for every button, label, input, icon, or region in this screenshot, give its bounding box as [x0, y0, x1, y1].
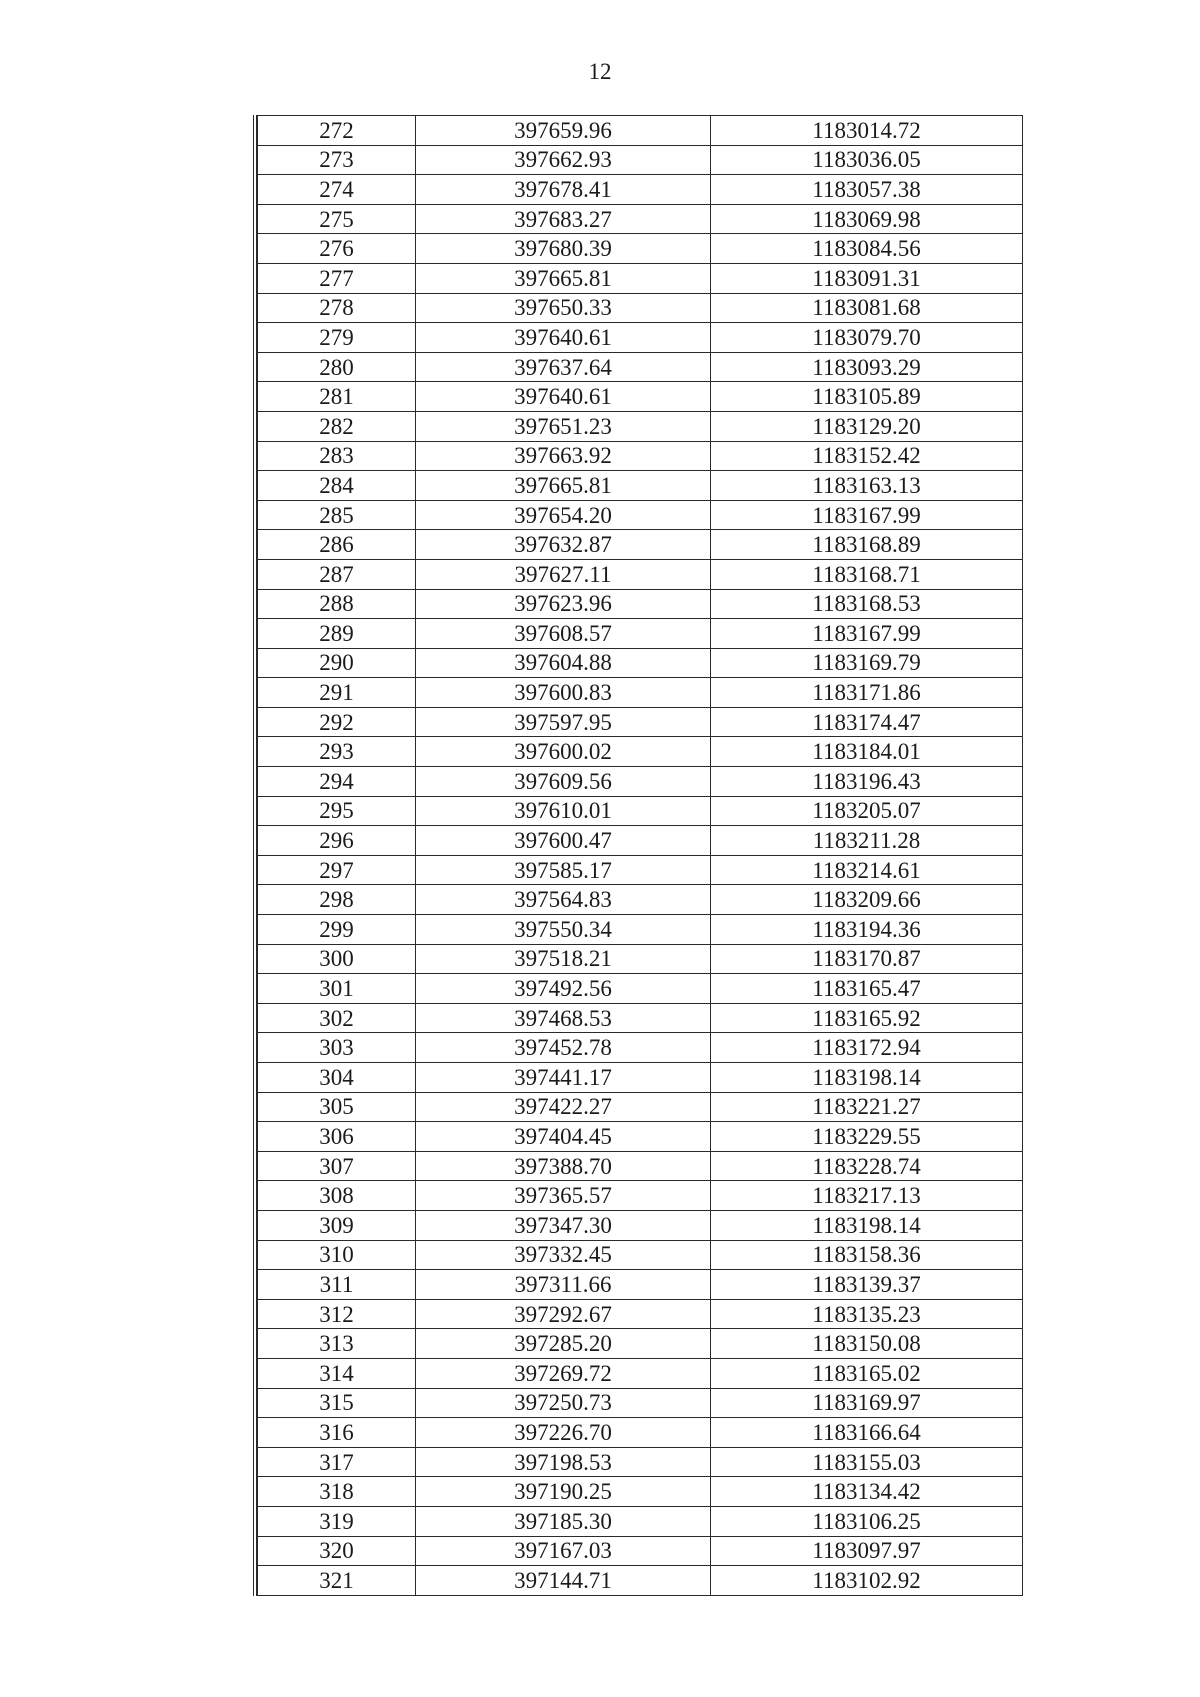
y-coordinate-cell: 1183163.13: [711, 471, 1023, 501]
x-coordinate-cell: 397683.27: [416, 204, 711, 234]
y-coordinate-cell: 1183150.08: [711, 1329, 1023, 1359]
y-coordinate-cell: 1183198.14: [711, 1063, 1023, 1093]
point-number-cell: 294: [258, 767, 416, 797]
x-coordinate-cell: 397662.93: [416, 145, 711, 175]
table-row: [258, 1092, 1023, 1122]
table-row: [258, 116, 1023, 146]
point-number-cell: 306: [258, 1122, 416, 1152]
table-row: [258, 707, 1023, 737]
y-coordinate-cell: 1183093.29: [711, 352, 1023, 382]
x-coordinate-cell: 397226.70: [416, 1418, 711, 1448]
table-row: [258, 441, 1023, 471]
x-coordinate-cell: 397600.02: [416, 737, 711, 767]
y-coordinate-cell: 1183169.79: [711, 648, 1023, 678]
table-row: [258, 559, 1023, 589]
point-number-cell: 315: [258, 1388, 416, 1418]
table-row: [258, 589, 1023, 619]
table-row: [258, 411, 1023, 441]
y-coordinate-cell: 1183091.31: [711, 263, 1023, 293]
table-row: [258, 323, 1023, 353]
point-number-cell: 314: [258, 1358, 416, 1388]
x-coordinate-cell: 397198.53: [416, 1447, 711, 1477]
y-coordinate-cell: 1183165.47: [711, 974, 1023, 1004]
y-coordinate-cell: 1183139.37: [711, 1270, 1023, 1300]
x-coordinate-cell: 397665.81: [416, 471, 711, 501]
point-number-cell: 307: [258, 1151, 416, 1181]
x-coordinate-cell: 397269.72: [416, 1358, 711, 1388]
y-coordinate-cell: 1183221.27: [711, 1092, 1023, 1122]
y-coordinate-cell: 1183014.72: [711, 116, 1023, 146]
point-number-cell: 289: [258, 619, 416, 649]
table-row: [258, 826, 1023, 856]
y-coordinate-cell: 1183198.14: [711, 1210, 1023, 1240]
table-row: [258, 1181, 1023, 1211]
y-coordinate-cell: 1183194.36: [711, 915, 1023, 945]
point-number-cell: 286: [258, 530, 416, 560]
x-coordinate-cell: 397518.21: [416, 944, 711, 974]
table-row: [258, 1418, 1023, 1448]
table-row: [258, 293, 1023, 323]
point-number-cell: 321: [258, 1566, 416, 1596]
table-row: [258, 1299, 1023, 1329]
y-coordinate-cell: 1183168.89: [711, 530, 1023, 560]
x-coordinate-cell: 397441.17: [416, 1063, 711, 1093]
x-coordinate-cell: 397311.66: [416, 1270, 711, 1300]
table-row: [258, 1270, 1023, 1300]
point-number-cell: 299: [258, 915, 416, 945]
table-row: [258, 767, 1023, 797]
x-coordinate-cell: 397452.78: [416, 1033, 711, 1063]
x-coordinate-cell: 397332.45: [416, 1240, 711, 1270]
point-number-cell: 272: [258, 116, 416, 146]
table-row: [258, 1210, 1023, 1240]
y-coordinate-cell: 1183105.89: [711, 382, 1023, 412]
y-coordinate-cell: 1183228.74: [711, 1151, 1023, 1181]
coordinates-table-wrapper: [253, 115, 1023, 1596]
point-number-cell: 304: [258, 1063, 416, 1093]
y-coordinate-cell: 1183168.71: [711, 559, 1023, 589]
x-coordinate-cell: 397404.45: [416, 1122, 711, 1152]
y-coordinate-cell: 1183211.28: [711, 826, 1023, 856]
point-number-cell: 281: [258, 382, 416, 412]
table-row: [258, 1122, 1023, 1152]
y-coordinate-cell: 1183169.97: [711, 1388, 1023, 1418]
point-number-cell: 275: [258, 204, 416, 234]
point-number-cell: 298: [258, 885, 416, 915]
table-row: [258, 145, 1023, 175]
table-row: [258, 530, 1023, 560]
table-row: [258, 1063, 1023, 1093]
point-number-cell: 310: [258, 1240, 416, 1270]
point-number-cell: 308: [258, 1181, 416, 1211]
x-coordinate-cell: 397680.39: [416, 234, 711, 264]
x-coordinate-cell: 397659.96: [416, 116, 711, 146]
point-number-cell: 303: [258, 1033, 416, 1063]
y-coordinate-cell: 1183168.53: [711, 589, 1023, 619]
point-number-cell: 292: [258, 707, 416, 737]
y-coordinate-cell: 1183171.86: [711, 678, 1023, 708]
table-row: [258, 471, 1023, 501]
y-coordinate-cell: 1183158.36: [711, 1240, 1023, 1270]
y-coordinate-cell: 1183209.66: [711, 885, 1023, 915]
point-number-cell: 319: [258, 1506, 416, 1536]
point-number-cell: 320: [258, 1536, 416, 1566]
x-coordinate-cell: 397365.57: [416, 1181, 711, 1211]
x-coordinate-cell: 397347.30: [416, 1210, 711, 1240]
point-number-cell: 312: [258, 1299, 416, 1329]
y-coordinate-cell: 1183184.01: [711, 737, 1023, 767]
table-row: [258, 1536, 1023, 1566]
x-coordinate-cell: 397597.95: [416, 707, 711, 737]
point-number-cell: 296: [258, 826, 416, 856]
y-coordinate-cell: 1183036.05: [711, 145, 1023, 175]
point-number-cell: 305: [258, 1092, 416, 1122]
table-row: [258, 915, 1023, 945]
y-coordinate-cell: 1183134.42: [711, 1477, 1023, 1507]
y-coordinate-cell: 1183172.94: [711, 1033, 1023, 1063]
y-coordinate-cell: 1183135.23: [711, 1299, 1023, 1329]
x-coordinate-cell: 397609.56: [416, 767, 711, 797]
y-coordinate-cell: 1183069.98: [711, 204, 1023, 234]
y-coordinate-cell: 1183229.55: [711, 1122, 1023, 1152]
x-coordinate-cell: 397564.83: [416, 885, 711, 915]
table-row: [258, 1033, 1023, 1063]
point-number-cell: 300: [258, 944, 416, 974]
point-number-cell: 309: [258, 1210, 416, 1240]
y-coordinate-cell: 1183165.02: [711, 1358, 1023, 1388]
x-coordinate-cell: 397640.61: [416, 323, 711, 353]
point-number-cell: 287: [258, 559, 416, 589]
table-row: [258, 1329, 1023, 1359]
x-coordinate-cell: 397585.17: [416, 855, 711, 885]
table-row: [258, 263, 1023, 293]
point-number-cell: 290: [258, 648, 416, 678]
point-number-cell: 282: [258, 411, 416, 441]
table-row: [258, 1566, 1023, 1596]
point-number-cell: 293: [258, 737, 416, 767]
y-coordinate-cell: 1183152.42: [711, 441, 1023, 471]
x-coordinate-cell: 397650.33: [416, 293, 711, 323]
point-number-cell: 274: [258, 175, 416, 205]
x-coordinate-cell: 397663.92: [416, 441, 711, 471]
point-number-cell: 278: [258, 293, 416, 323]
x-coordinate-cell: 397627.11: [416, 559, 711, 589]
point-number-cell: 273: [258, 145, 416, 175]
table-row: [258, 678, 1023, 708]
table-row: [258, 1358, 1023, 1388]
table-row: [258, 1447, 1023, 1477]
table-row: [258, 234, 1023, 264]
table-row: [258, 648, 1023, 678]
point-number-cell: 318: [258, 1477, 416, 1507]
point-number-cell: 276: [258, 234, 416, 264]
x-coordinate-cell: 397250.73: [416, 1388, 711, 1418]
x-coordinate-cell: 397422.27: [416, 1092, 711, 1122]
table-row: [258, 1388, 1023, 1418]
table-row: [258, 1477, 1023, 1507]
x-coordinate-cell: 397600.47: [416, 826, 711, 856]
table-row: [258, 974, 1023, 1004]
y-coordinate-cell: 1183196.43: [711, 767, 1023, 797]
x-coordinate-cell: 397678.41: [416, 175, 711, 205]
x-coordinate-cell: 397651.23: [416, 411, 711, 441]
x-coordinate-cell: 397604.88: [416, 648, 711, 678]
table-row: [258, 944, 1023, 974]
y-coordinate-cell: 1183081.68: [711, 293, 1023, 323]
table-row: [258, 500, 1023, 530]
table-row: [258, 175, 1023, 205]
point-number-cell: 288: [258, 589, 416, 619]
table-row: [258, 1151, 1023, 1181]
x-coordinate-cell: 397637.64: [416, 352, 711, 382]
table-row: [258, 619, 1023, 649]
y-coordinate-cell: 1183155.03: [711, 1447, 1023, 1477]
x-coordinate-cell: 397185.30: [416, 1506, 711, 1536]
point-number-cell: 295: [258, 796, 416, 826]
x-coordinate-cell: 397623.96: [416, 589, 711, 619]
point-number-cell: 284: [258, 471, 416, 501]
point-number-cell: 311: [258, 1270, 416, 1300]
point-number-cell: 280: [258, 352, 416, 382]
y-coordinate-cell: 1183106.25: [711, 1506, 1023, 1536]
y-coordinate-cell: 1183167.99: [711, 619, 1023, 649]
y-coordinate-cell: 1183205.07: [711, 796, 1023, 826]
point-number-cell: 316: [258, 1418, 416, 1448]
x-coordinate-cell: 397285.20: [416, 1329, 711, 1359]
x-coordinate-cell: 397550.34: [416, 915, 711, 945]
point-number-cell: 279: [258, 323, 416, 353]
point-number-cell: 302: [258, 1003, 416, 1033]
table-row: [258, 204, 1023, 234]
point-number-cell: 285: [258, 500, 416, 530]
x-coordinate-cell: 397190.25: [416, 1477, 711, 1507]
x-coordinate-cell: 397144.71: [416, 1566, 711, 1596]
x-coordinate-cell: 397292.67: [416, 1299, 711, 1329]
table-row: [258, 1003, 1023, 1033]
x-coordinate-cell: 397167.03: [416, 1536, 711, 1566]
y-coordinate-cell: 1183079.70: [711, 323, 1023, 353]
y-coordinate-cell: 1183057.38: [711, 175, 1023, 205]
y-coordinate-cell: 1183167.99: [711, 500, 1023, 530]
y-coordinate-cell: 1183165.92: [711, 1003, 1023, 1033]
y-coordinate-cell: 1183102.92: [711, 1566, 1023, 1596]
point-number-cell: 317: [258, 1447, 416, 1477]
point-number-cell: 301: [258, 974, 416, 1004]
y-coordinate-cell: 1183170.87: [711, 944, 1023, 974]
x-coordinate-cell: 397492.56: [416, 974, 711, 1004]
y-coordinate-cell: 1183084.56: [711, 234, 1023, 264]
x-coordinate-cell: 397632.87: [416, 530, 711, 560]
y-coordinate-cell: 1183174.47: [711, 707, 1023, 737]
y-coordinate-cell: 1183214.61: [711, 855, 1023, 885]
x-coordinate-cell: 397665.81: [416, 263, 711, 293]
point-number-cell: 297: [258, 855, 416, 885]
table-row: [258, 796, 1023, 826]
coordinates-table-body: [258, 116, 1023, 1596]
x-coordinate-cell: 397608.57: [416, 619, 711, 649]
table-row: [258, 382, 1023, 412]
x-coordinate-cell: 397610.01: [416, 796, 711, 826]
x-coordinate-cell: 397468.53: [416, 1003, 711, 1033]
page-number: 12: [588, 59, 612, 84]
table-row: [258, 352, 1023, 382]
point-number-cell: 313: [258, 1329, 416, 1359]
table-row: [258, 885, 1023, 915]
table-row: [258, 1506, 1023, 1536]
x-coordinate-cell: 397654.20: [416, 500, 711, 530]
x-coordinate-cell: 397600.83: [416, 678, 711, 708]
x-coordinate-cell: 397640.61: [416, 382, 711, 412]
y-coordinate-cell: 1183129.20: [711, 411, 1023, 441]
point-number-cell: 277: [258, 263, 416, 293]
y-coordinate-cell: 1183166.64: [711, 1418, 1023, 1448]
table-row: [258, 1240, 1023, 1270]
table-row: [258, 855, 1023, 885]
y-coordinate-cell: 1183217.13: [711, 1181, 1023, 1211]
y-coordinate-cell: 1183097.97: [711, 1536, 1023, 1566]
point-number-cell: 283: [258, 441, 416, 471]
coordinates-table: [257, 115, 1023, 1596]
x-coordinate-cell: 397388.70: [416, 1151, 711, 1181]
table-row: [258, 737, 1023, 767]
point-number-cell: 291: [258, 678, 416, 708]
